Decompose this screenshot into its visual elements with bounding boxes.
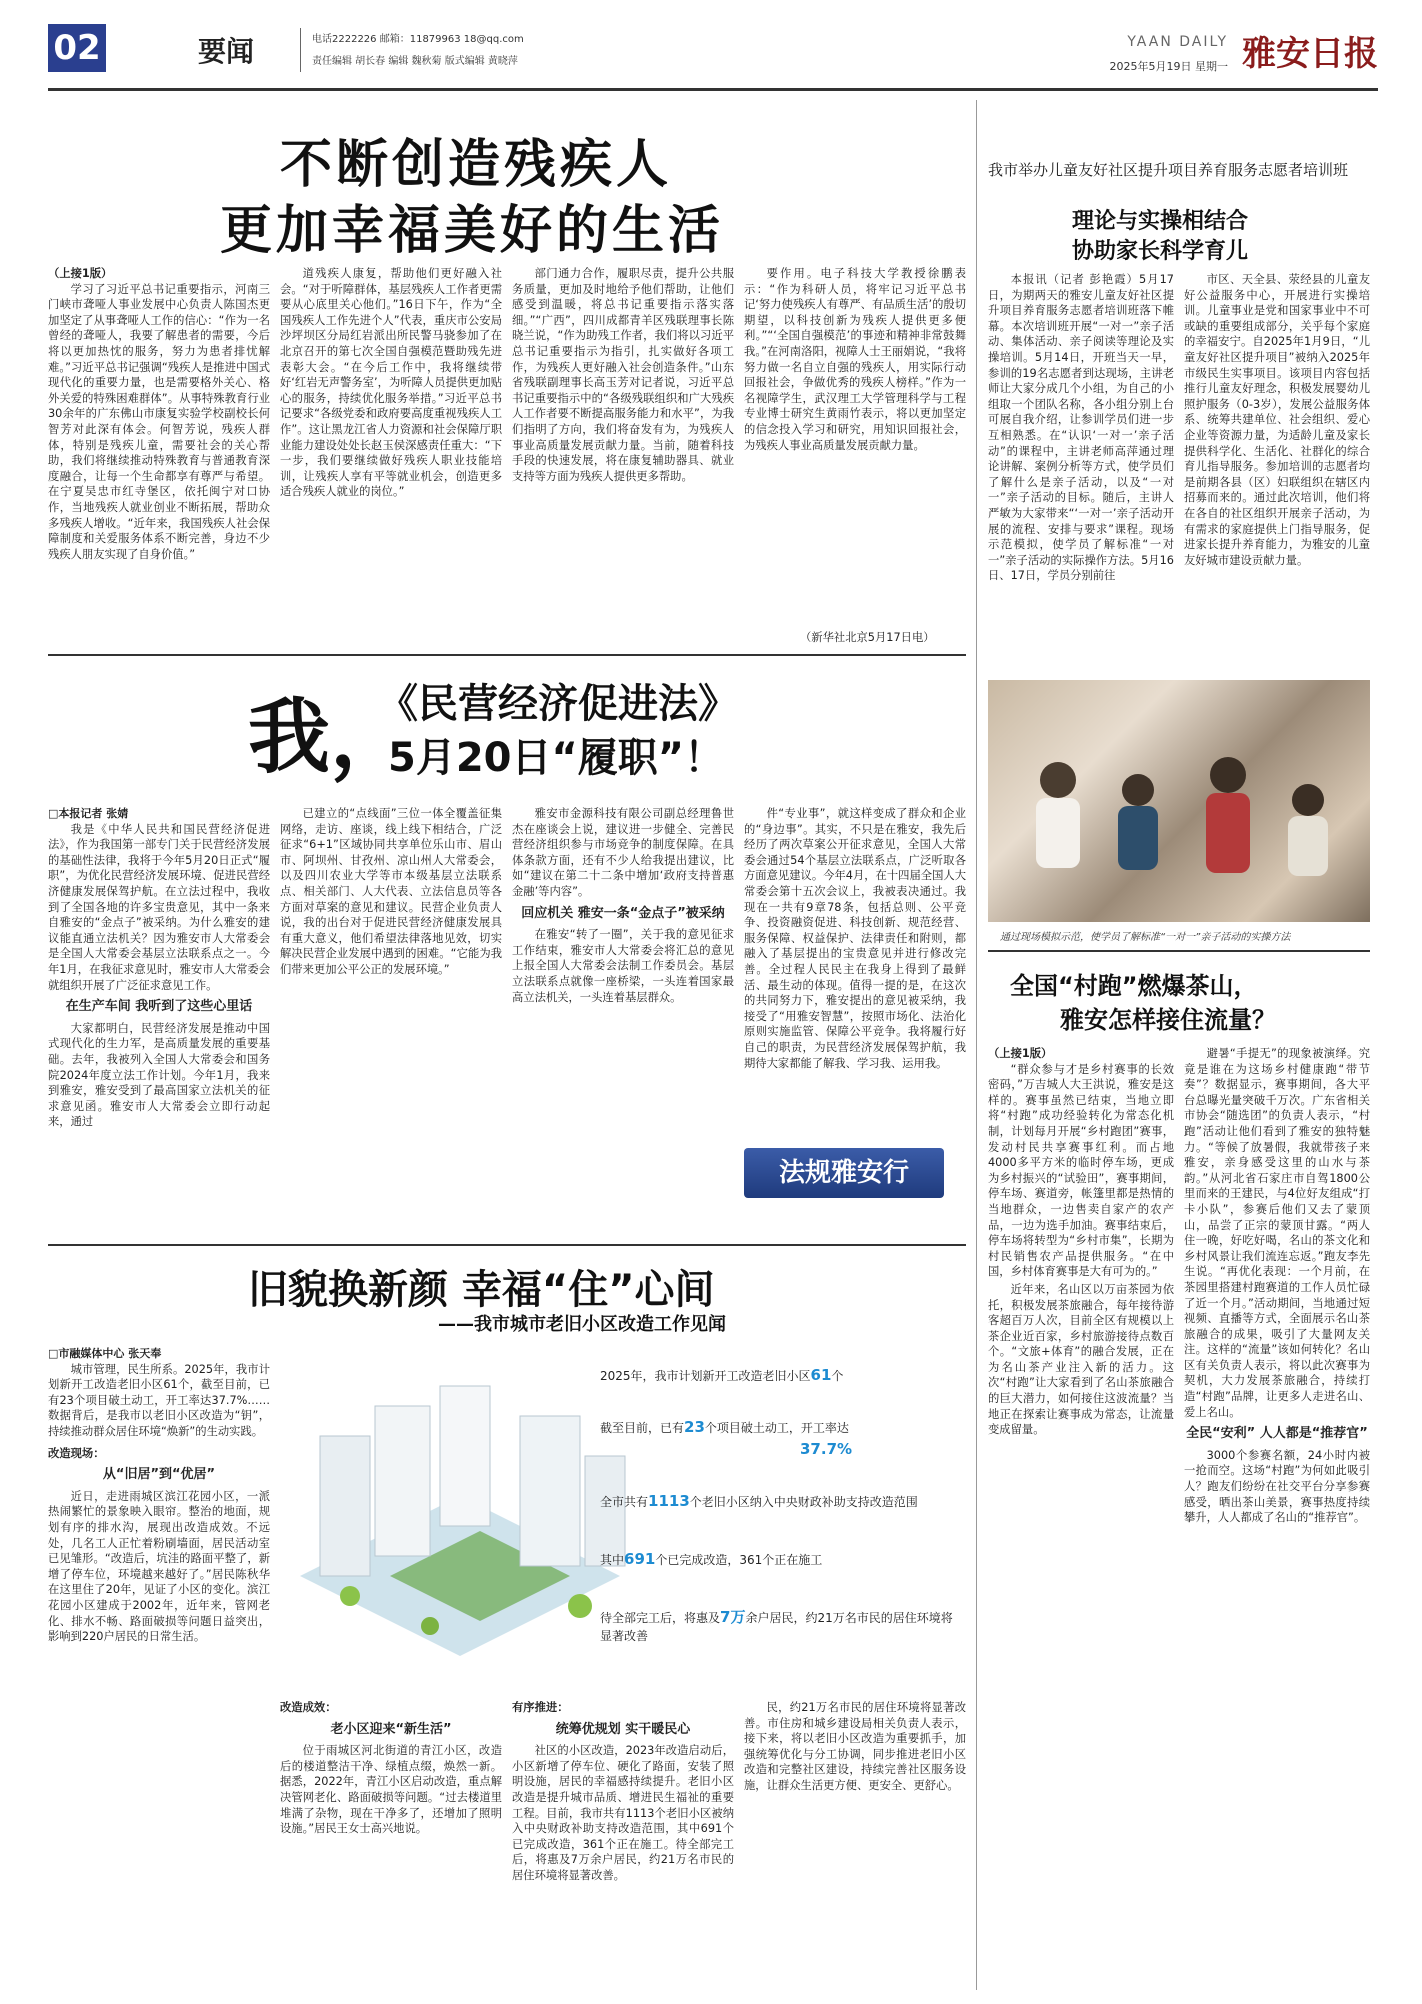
article2-col1-text: 我是《中华人民共和国民营经济促进法》，作为我国第一部专门关于民营经济发展的基础性法律，我将于今年5月20日正式“履职”，为优化民营经济发展环境、促进民营经济健康发展保驾护航。在立法过程中，我收到了全国各地的许多宝贵意见，其中一条来自雅安的“金点子”被采纳。为什么雅安的建议能直通立法机关？因为雅安市人大常委会是全国人大常委会基层立法联系点之一。今年1月，在我征求意见时，雅安市人大常委会就组织开展了广泛征求意见工作。 — [48, 822, 270, 992]
brand-english: YAAN DAILY — [1127, 34, 1228, 50]
article5-col2 — [1184, 1046, 1370, 1986]
article5-col1b-text: 近年来，名山区以万亩茶园为依托，积极发展茶旅融合，每年接待游客超百万人次，目前全区有规模以上茶企业近百家，乡村旅游接待点数百个。“文旅+体育”的融合发展，正在为名山茶产业注入新的活力。这次“村跑”让大家看到了名山茶旅融合的巨大潜力，如何接住这波流量？当地正在探索让赛事成为常态，让流量变成留量。 — [988, 1282, 1174, 1437]
article2-subhead2: 回应机关 雅安一条“金点子”被采纳 — [521, 905, 725, 921]
article3-subhead2: 老小区迎来“新生活” — [330, 1721, 452, 1737]
contact-info: 电话2222226 邮箱：11879963 18@qq.com — [312, 34, 524, 45]
issue-date: 2025年5月19日 星期一 — [1109, 60, 1228, 73]
article1-col3-text: 部门通力合作，履职尽责，提升公共服务质量，更加及时地给予他们帮助，让他们感受到温暖，将总书记重要指示落实落细。”“广西”，四川成都青羊区残联理事长陈晓兰说，“作为助残工作者，我们将以习近平总书记重要指示为指引，扎实做好各项工作，为残疾人更好融入社会创造条件。”山东省残联副理事长高玉芳对记者说，习近平总书记重要指示中的“各级残联组织和广大残疾人工作者要不断提高服务能力和水平”，为我们指明了方向，我们将奋发有为，为残疾人事业高质量发展贡献力量。当前，随着科技手段的快速发展，将在康复辅助器具、就业支持等方面为残疾人提供更多帮助。 — [512, 267, 734, 483]
article3-tag1: 改造现场： — [48, 1446, 105, 1460]
article3-subtitle: ——我市城市老旧小区改造工作见闻 — [438, 1314, 726, 1335]
article1-col4 — [744, 266, 966, 626]
article2-col4-text: 件“专业事”，就这样变成了群众和企业的“身边事”。其实，不只是在雅安，我先后经历了两次草案公开征求意见，全国人大常委会通过54个基层立法联系点，广泛听取各方面意见建议。今年4月，在十四届全国人大常委会第十五次会议上，我被表决通过。我现在一共有9章78条，包括总则、公平竞争、投资融资促进、科技创新、规范经营、服务保障、权益保护、法律责任和附则，都融入了基层提出的宝贵意见并进行修改完善。全过程人民民主在我身上得到了最鲜活、最生动的体现。值得一提的是，在这次的共同努力下，雅安提出的意见被采纳，我接受了“用雅安智慧”，按照市场化、法治化原则实施监管、保障公平竞争。我将履行好自己的职责，为民营经济发展保驾护航，我期待大家都能了解我、学习我、运用我。 — [744, 807, 966, 1070]
article2-col2-text: 已建立的“点线面”三位一体全覆盖征集网络，走访、座谈，线上线下相结合，广泛征求“6+1”区域协同共享单位乐山市、眉山市、阿坝州、甘孜州、凉山州人大常委会，以及四川农业大学等市本级基层立法联系点、相关部门、人大代表、立法信息员等各方面对草案的意见和建议。民营企业负责人说，我的出台对于促进民营经济健康发展具有重大意义，他们希望法律落地见效，切实解决民营企业发展中遇到的困难。“它能为我们带来更加公平公正的发展环境。” — [280, 807, 502, 976]
article1-col2 — [280, 266, 502, 644]
article3-subhead1: 从“旧居”到“优居” — [102, 1467, 216, 1483]
article3-col4-text: 民，约21万名市民的居住环境将显著改善。市住房和城乡建设局相关负责人表示，接下来，将以老旧小区改造为重要抓手，加强统筹优化与分工协调，同步推进老旧小区改造和完整社区建设，持续完善社区服务设施，让群众生活更方便、更安全、更舒心。 — [744, 1701, 966, 1792]
photo-caption: 通过现场模拟示范，使学员了解标准“一对一”亲子活动的实操方法 — [1000, 932, 1291, 943]
page-number: 02 — [48, 24, 106, 72]
article5-title-line2: 雅安怎样接住流量？ — [1060, 1006, 1276, 1034]
article1-lead: （上接1版） — [48, 267, 113, 280]
article4-title-line2: 协助家长科学育儿 — [1072, 239, 1249, 264]
article3-tag3: 有序推进： — [512, 1701, 569, 1714]
article3-subhead3: 统筹优规划 实干暖民心 — [555, 1721, 691, 1737]
article3-col3-text: 社区的小区改造，2023年改造启动后，小区新增了停车位、硬化了路面，安装了照明设施，居民的幸福感持续提升。老旧小区改造是提升城市品质、增进民生福祉的重要工程。目前，我市共有1113个老旧小区被纳入中央财政补助支持改造范围，其中691个已完成改造，361个正在施工。待全部完工后，将惠及7万余户居民，约21万名市民的居住环境将显著改善。 — [512, 1744, 734, 1882]
article2-col1 — [48, 806, 270, 1236]
section-title: 要闻 — [198, 35, 255, 68]
photo-people-silhouettes — [988, 680, 1370, 922]
article5-col2-text: 避暑“手提无”的现象被演绎。究竟是谁在为这场乡村健康跑“带节奏”？数据显示，赛事期间，各大平台总曝光量突破千万次。广东省相关市协会“随选团”的负责人表示，“村跑”活动让他们看到了雅安的独特魅力。“等候了放暑假，我就带孩子来雅安，亲身感受这里的山水与茶韵。”从河北省石家庄市自驾1800公里而来的王建民，与4位好友组成“打卡小队”，参赛后他们又去了蒙顶山，品尝了正宗的蒙顶甘露。“两人住一晚，好吃好喝，名山的茶文化和乡村风景让我们流连忘返。”跑友李先生说。“再优化表现：一个月前，在茶园里搭建村跑赛道的工作人员忙碌了近一个月。”活动期间，当地通过短视频、直播等方式，全面展示名山茶旅融合的成果，吸引了大量网友关注。这样的“流量”该如何转化？名山区有关负责人表示，将以此次赛事为契机，大力发展茶旅融合，持续打造“村跑”品牌，让更多人走进名山、爱上名山。 — [1184, 1047, 1370, 1419]
article1-col3 — [512, 266, 734, 644]
article5-col2b-text: 3000个参赛名额，24小时内被一抢而空。这场“村跑”为何如此吸引人？跑友们纷纷在社交平台分享参赛感受，晒出茶山美景，赛事热度持续攀升，人人都成了名山的“推荐官”。 — [1184, 1448, 1370, 1525]
article1-col1-text: 学习了习近平总书记重要指示，河南三门峡市聋哑人事业发展中心负责人陈国杰更加坚定了从事聋哑人工作的信心：“作为一名曾经的聋哑人，我要了解患者的需要，今后将以更加热忱的服务，努力为患者排忧解难。”习近平总书记强调“残疾人是推进中国式现代化的重要力量，也是需要格外关心、格外关爱的特殊困难群体”。从事特殊教育行业30余年的广东佛山市康复实验学校副校长何智芳对此深有体会。何智芳说，残疾人群体，特别是残疾儿童，需要社会的关心帮助，我们将继续推动特殊教育与普通教育深度融合，让每一个生命都享有尊严与希望。在宁夏吴忠市红寺堡区，依托闽宁对口协作，当地残疾人就业创业不断拓展，帮助众多残疾人增收。“近年来，我国残疾人社会保障制度和关爱服务体系不断完善，身边不少残疾人朋友实现了自身价值。” — [48, 282, 270, 561]
article4-col2-text: 市区、天全县、荥经县的儿童友好公益服务中心，开展进行实操培训。儿童事业是党和国家事业中不可或缺的重要组成部分，关乎每个家庭的幸福安宁。自2025年1月9日，“儿童友好社区提升项目”被纳入2025年市级民生实事项目。该项目内容包括推行儿童友好理念，积极发展婴幼儿照护服务（0-3岁），发展公益服务体系、统筹共建单位、社会组织、爱心企业等资源力量，为适龄儿童及家长提供科学化、生活化、社群化的综合育儿指导服务。参加培训的志愿者均是前期各县（区）妇联组织在辖区内招募而来的。通过此次培训，他们将在各自的社区组织开展亲子活动，为有需求的家庭提供上门指导服务，促进家长提升养育能力，为雅安的儿童友好城市建设贡献力量。 — [1184, 273, 1370, 567]
article1-source: （新华社北京5月17日电） — [800, 631, 935, 644]
infographic-fact-3: 37.7% — [800, 1440, 853, 1458]
article1-title-line2: 更加幸福美好的生活 — [220, 201, 725, 261]
article3-byline: □市融媒体中心 张天奉 — [48, 1347, 162, 1360]
article2-col3-text: 雅安市金源科技有限公司副总经理鲁世杰在座谈会上说，建议进一步健全、完善民营经济组织参与市场竞争的制度保障。在具体条款方面，还有不少人给我提出建议，比如“建议在第二十二条中增加‘政府支持普惠金融’等内容”。 — [512, 807, 734, 898]
article2-col4 — [744, 806, 966, 1136]
article2-title-big: 我， — [248, 690, 413, 785]
article5-subhead: 全民“安利” 人人都是“推荐官” — [1186, 1426, 1368, 1442]
article2-col3b-text: 在雅安“转了一圈”，关于我的意见征求工作结束，雅安市人大常委会将汇总的意见上报全国人大常委会法制工作委员会。基层立法联系点就像一座桥梁，一头连着国家最高立法机关，一头连着基层群众。 — [512, 928, 734, 1004]
article1-col2-text: 道残疾人康复，帮助他们更好融入社会。“对于听障群体，基层残疾人工作者更需要从心底里关心他们。”16日下午，作为“全国残疾人工作先进个人”代表，重庆市公安局沙坪坝区分局红岩派出所民警马骁参加了在北京召开的第七次全国自强模范暨助残先进表彰大会。“在今后工作中，我将继续带好‘红岩无声警务室’，为听障人员提供更加贴心的服务，持续优化服务举措。”习近平总书记要求“各级党委和政府要高度重视残疾人工作”。这让黑龙江省人力资源和社会保障厅职业能力建设处处长赵玉侯深感责任重大：“下一步，我们要继续做好残疾人职业技能培训，让残疾人享有平等就业机会，创造更多适合残疾人就业的岗位。” — [280, 267, 502, 499]
article4-title-line1: 理论与实操相结合 — [1072, 209, 1249, 234]
buildings-illustration — [280, 1356, 640, 1676]
article2-col2 — [280, 806, 502, 1236]
divider-rule — [48, 654, 966, 656]
renovation-infographic — [280, 1346, 966, 1686]
infographic-fact-6: 待全部完工后，将惠及7万余户居民，约21万名市民的居住环境将显著改善 — [600, 1608, 953, 1643]
article4-kicker: 我市举办儿童友好社区提升项目养育服务志愿者培训班 — [988, 161, 1349, 179]
masthead-divider — [300, 28, 301, 72]
column-divider — [976, 100, 977, 1990]
training-photo — [988, 680, 1370, 922]
article3-col1 — [48, 1346, 270, 1986]
article2-byline: □本报记者 张婧 — [48, 807, 129, 820]
law-column-badge: 法规雅安行 — [744, 1148, 944, 1198]
article2-title-line2: 5月20日“履职”！ — [388, 735, 725, 781]
article2-title-line1: 《民营经济促进法》 — [378, 681, 738, 727]
infographic-facts — [600, 1346, 960, 1644]
article5-col1-text: “群众参与才是乡村赛事的长效密码，”万吉城人大王洪说，雅安是这样的。赛事虽然已结束，当地立即将“村跑”成功经验转化为常态化机制，计划每月开展“乡村跑团”赛事，发动村民共享赛事红利。而占地4000多平方米的临时停车场，更成为乡村振兴的“试验田”，赛事期间，停车场、赛道旁，帐篷里都是热情的当地群众，一边售卖自家产的农产品，一边为选手加油。赛事结束后，停车场将转型为“乡村市集”，长期为村民销售农产品提供服务。“在中国，乡村体育赛事是大有可为的。” — [988, 1062, 1174, 1279]
article3-col2-text: 位于雨城区河北街道的青江小区，改造后的楼道整洁干净、绿植点缀，焕然一新。据悉，2022年，青江小区启动改造，重点解决管网老化、路面破损等问题。“过去楼道里堆满了杂物，现在干净多了，还增加了照明设施。”居民王女士高兴地说。 — [280, 1744, 502, 1836]
editor-credits: 责任编辑 胡长春 编辑 魏秋菊 版式编辑 黄晓萍 — [312, 56, 518, 67]
article5-title-line1: 全国“村跑”燃爆茶山， — [1010, 972, 1258, 1000]
infographic-fact-1: 2025年，我市计划新开工改造老旧小区61个 — [600, 1366, 844, 1384]
article2-col1b-text: 大家都明白，民营经济发展是推动中国式现代化的生力军，是高质量发展的重要基础。去年，我被列入全国人大常委会和国务院2024年度立法工作计划。今年1月，我来到雅安，雅安受到了最高国家立法机关的征求意见函。雅安市人大常委会立即行动起来，通过 — [48, 1021, 270, 1129]
infographic-fact-5: 其中691个已完成改造，361个正在施工 — [600, 1550, 823, 1568]
article4-col2 — [1184, 272, 1370, 672]
divider-rule — [988, 950, 1370, 952]
brand-logo: 雅安日报 — [1242, 34, 1378, 74]
article4-col1 — [988, 272, 1174, 672]
article3-col3 — [512, 1700, 734, 1990]
article2-col3 — [512, 806, 734, 1236]
article1-col1 — [48, 266, 270, 644]
article1-col4-text: 要作用。电子科技大学教授徐鹏表示：“作为科研人员，将牢记习近平总书记‘努力使残疾人有尊严、有品质生活’的殷切期望，以科技创新为残疾人提供更多便利。”“‘全国自强模范’的事迹和精神非常鼓舞我。”在河南洛阳，视障人士王丽娟说，“我将努力做一名自立自强的残疾人，用实际行动回报社会，争做优秀的残疾人榜样。”作为一名视障学生，武汉理工大学管理科学与工程专业博士研究生黄雨竹表示，将以更加坚定的信念投入学习和研究，用知识回报社会，为残疾人事业高质量发展贡献力量。 — [744, 267, 966, 452]
article1-title-line1: 不断创造残疾人 — [280, 135, 673, 195]
article2-subhead1: 在生产车间 我听到了这些心里话 — [65, 999, 253, 1015]
masthead — [48, 24, 1378, 91]
infographic-fact-2: 截至目前，已有23个项目破土动工，开工率达 — [600, 1418, 849, 1436]
article5-col1 — [988, 1046, 1174, 1986]
article3-title: 旧貌换新颜 幸福“住”心间 — [248, 1267, 715, 1313]
article3-tag2: 改造成效： — [280, 1701, 337, 1714]
article5-lead: （上接1版） — [988, 1047, 1053, 1060]
article3-col1b-text: 近日，走进雨城区滨江花园小区，一派热闹繁忙的景象映入眼帘。整治的地面，规划有序的排水沟，展现出改造成效。不远处，几名工人正忙着粉刷墙面，居民活动室已见雏形。“改造后，坑洼的路面平整了，新增了停车位，环境越来越好了。”居民陈秋华在这里住了20年，见证了小区的变化。滨江花园小区建成于2002年，近年来，管网老化、排水不畅、路面破损等问题日益突出，影响到220户居民的日常生活。 — [48, 1489, 270, 1644]
article3-col4 — [744, 1700, 966, 1990]
article3-col2 — [280, 1700, 502, 1990]
article3-col1-text: 城市管理，民生所系。2025年，我市计划新开工改造老旧小区61个，截至目前，已有23个项目破土动工，开工率达37.7%……数据背后，是我市以老旧小区改造为“钥”，持续推动群众居住环境“焕新”的生动实践。 — [48, 1362, 270, 1438]
article4-col1-text: 本报讯（记者 彭艳霞）5月17日，为期两天的雅安儿童友好社区提升项目养育服务志愿者培训班落下帷幕。本次培训班开展“一对一”亲子活动、集体活动、亲子阅读等理论及实操培训。5月14日，开班当天一早，参训的19名志愿者到达现场，主讲老师让大家分成几个小组，为自己的小组取一个团队名称，各小组分别上台可展自我介绍，让参训学员们进一步互相熟悉。在“认识‘一对一’亲子活动”的课程中，主讲老师高萍通过理论讲解、案例分析等方式，使学员们了解什么是亲子活动，以及“一对一”亲子活动的目标。随后，主讲人严敏为大家带来“‘一对一’亲子活动开展的流程、安排与要求”课程。现场示范模拟，使学员了解标准“一对一”亲子活动的实际操作方法。5月16日、17日，学员分别前往 — [988, 273, 1174, 583]
infographic-fact-4: 全市共有1113个老旧小区纳入中央财政补助支持改造范围 — [600, 1492, 918, 1510]
divider-rule — [48, 1244, 966, 1246]
